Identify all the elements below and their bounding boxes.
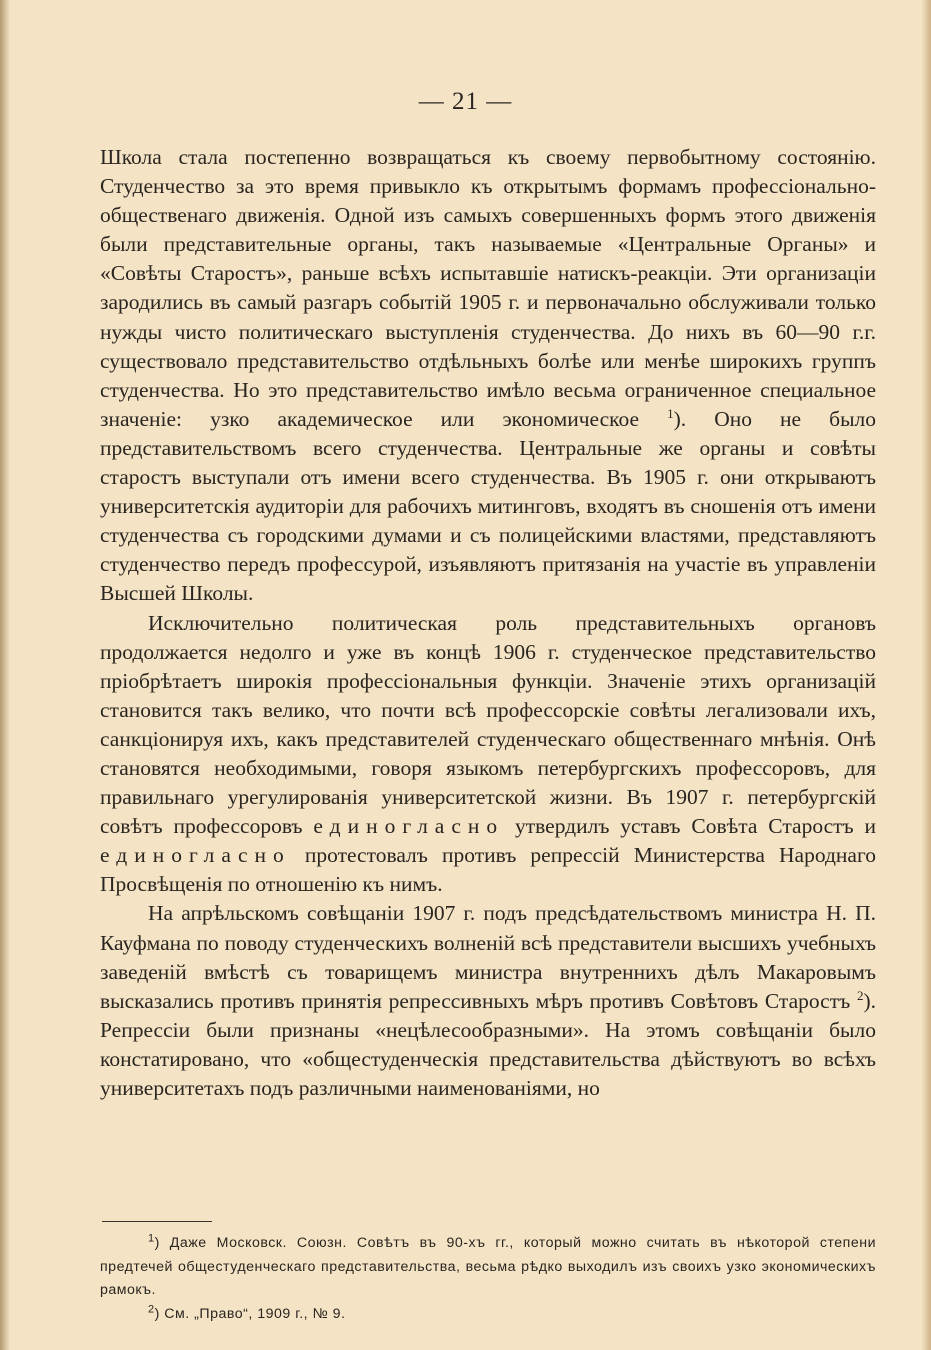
footnote-1-text: ) Даже Московск. Союзн. Совѣтъ въ 90-хъ гг., который можно считать въ нѣкоторой степени предтечей общестуденческаго представительства, весьма рѣдко выходилъ изъ своихъ узко экономическихъ рамокъ. [100,1235,876,1298]
footnote-ref-1: 1 [667,405,674,421]
paragraph-2 [100,609,876,900]
footnote-separator [102,1221,212,1222]
page-edge-right [921,0,931,1350]
footnote-2 [100,1303,876,1327]
footnote-ref-2: 2 [856,987,864,1003]
footnote-1-marker: 1 [148,1232,155,1245]
paragraph-2-text-2: утвердилъ уставъ Совѣта Старостъ и [504,814,877,839]
paragraph-3-text-2: ). Репрессіи были признаны «нецѣлесообразными». На этомъ совѣщаніи было констатировано, что «общестуденческія представительства дѣйствуютъ во всѣхъ университетахъ подъ различными наименованіями, но [100,988,876,1100]
paragraph-1 [100,143,876,609]
footnote-2-marker: 2 [148,1302,155,1315]
paragraph-1-text-1: Школа стала постепенно возвращаться къ своему первобытному состоянію. Студенчество за это время привыкло къ открытымъ формамъ профессіонально-общественаго движенія. Одной изъ самыхъ совершенныхъ формъ этого движенія были представительные органы, такъ называемые «Центральные Органы» и «Совѣты Старостъ», раньше всѣхъ испытавшіе натискъ-реакціи. Эти организаціи зародились въ самый разгаръ событій 1905 г. и первоначально обслуживали только нужды чисто политическаго выступленія студенчества. До нихъ въ 60—90 г.г. существовало представительство отдѣльныхъ болѣе или менѣе широкихъ группъ студенчества. Но это представительство имѣло весьма ограниченное специальное значеніе: узко академическое или экономическое [100,145,876,431]
paragraph-2-text-1: Исключительно политическая роль представительныхъ органовъ продолжается недолго и уже въ концѣ 1906 г. студенческое представительство пріобрѣтаетъ широкія профессіональныя функціи. Значеніе этихъ организацій становится такъ велико, что почти всѣ профессорскіе совѣты легализовали ихъ, санкціонируя ихъ, какъ представителей студенческаго общественнаго мнѣнія. Онѣ становятся необходимыми, говоря языкомъ петербургскихъ профессоровъ, для правильнаго урегулированія университетской жизни. Въ 1907 г. петербургскій совѣтъ профессоровъ [100,610,876,839]
page-edge-left [0,0,10,1350]
footnote-2-text: ) См. „Право“, 1909 г., № 9. [154,1305,346,1322]
paragraph-3-text-1: На апрѣльскомъ совѣщаніи 1907 г. подъ предсѣдательствомъ министра Н. П. Кауфмана по поводу студенческихъ волненій всѣ представители высшихъ учебныхъ заведеній вмѣстѣ съ товарищемъ министра внутреннихъ дѣлъ Макаровымъ высказались противъ принятія репрессивныхъ мѣръ противъ Совѣтовъ Старостъ [100,901,876,1013]
footnotes [100,1232,876,1326]
footnote-1 [100,1232,876,1303]
emphasis-unanimously-1: единогласно [313,814,505,839]
paragraph-1-text-2: ). Оно не было представительствомъ всего студенчества. Центральные же органы и совѣты старостъ выступали отъ имени всего студенчества. Въ 1905 г. они открываютъ университетскія аудиторіи для рабочихъ митинговъ, входятъ въ сношенія отъ имени студенчества съ городскими думами и съ полицейскими властями, представляютъ студенчество передъ профессурой, изъявляютъ притязанія на участіе въ управленіи Высшей Школы. [100,406,876,606]
body-text [100,143,876,1103]
emphasis-unanimously-2: единогласно [100,843,291,868]
page-number: — 21 — [418,88,513,115]
paragraph-2-text-3: протестовалъ противъ репрессій Министерства Народнаго Просвѣщенія по отношенію къ нимъ. [100,843,876,897]
paragraph-3 [100,899,876,1103]
